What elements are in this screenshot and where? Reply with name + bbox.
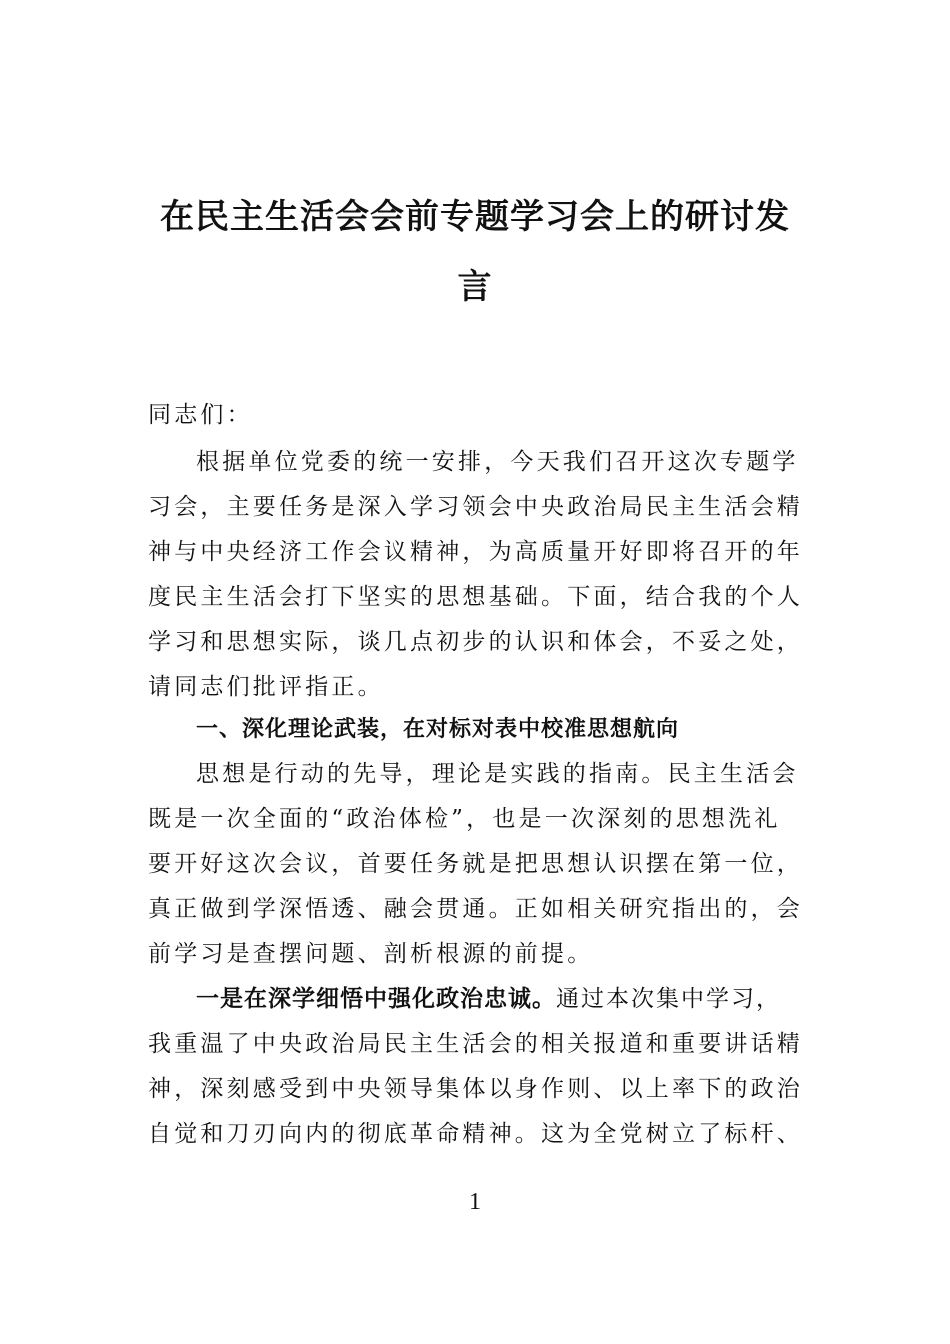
document-title-line-1: 在民主生活会会前专题学习会上的研讨发: [160, 197, 790, 237]
paragraph-2-line: 真正做到学深悟透、融会贯通。正如相关研究指出的，会: [148, 896, 803, 922]
paragraph-1-line: 学习和思想实际，谈几点初步的认识和体会，不妥之处，: [148, 629, 803, 655]
paragraph-2-line: 要开好这次会议，首要任务就是把思想认识摆在第一位，: [148, 851, 803, 877]
paragraph-3-line: [196, 988, 808, 1011]
document-title-line-2: 言: [457, 267, 493, 307]
paragraph-3-bold-lead: 一是在深学细悟中强化政治忠诚。: [196, 986, 556, 1012]
section-heading-1: 一、深化理论武装，在对标对表中校准思想航向: [196, 717, 680, 742]
paragraph-2-line: 思想是行动的先导，理论是实践的指南。民主生活会: [196, 761, 799, 787]
paragraph-1-line: 神与中央经济工作会议精神，为高质量开好即将召开的年: [148, 539, 803, 565]
paragraph-1-line: 习会，主要任务是深入学习领会中央政治局民主生活会精: [148, 494, 803, 520]
paragraph-3-first-rest: 通过本次集中学习，: [556, 986, 781, 1012]
paragraph-1-line: 度民主生活会打下坚实的思想基础。下面，结合我的个人: [148, 584, 803, 610]
page-number: 1: [469, 1189, 481, 1215]
paragraph-3-line: 神，深刻感受到中央领导集体以身作则、以上率下的政治: [148, 1076, 803, 1102]
paragraph-2-line: 既是一次全面的“政治体检”，也是一次深刻的思想洗礼: [148, 806, 781, 832]
paragraph-1-line: 请同志们批评指正。: [148, 674, 384, 700]
paragraph-3-line: 我重温了中央政治局民主生活会的相关报道和重要讲话精: [148, 1031, 803, 1057]
paragraph-1-line: 根据单位党委的统一安排，今天我们召开这次专题学: [196, 449, 799, 475]
salutation: 同志们：: [148, 402, 253, 428]
paragraph-3-line: 自觉和刀刃向内的彻底革命精神。这为全党树立了标杆、: [148, 1121, 803, 1147]
paragraph-2-line: 前学习是查摆问题、剖析根源的前提。: [148, 941, 594, 967]
